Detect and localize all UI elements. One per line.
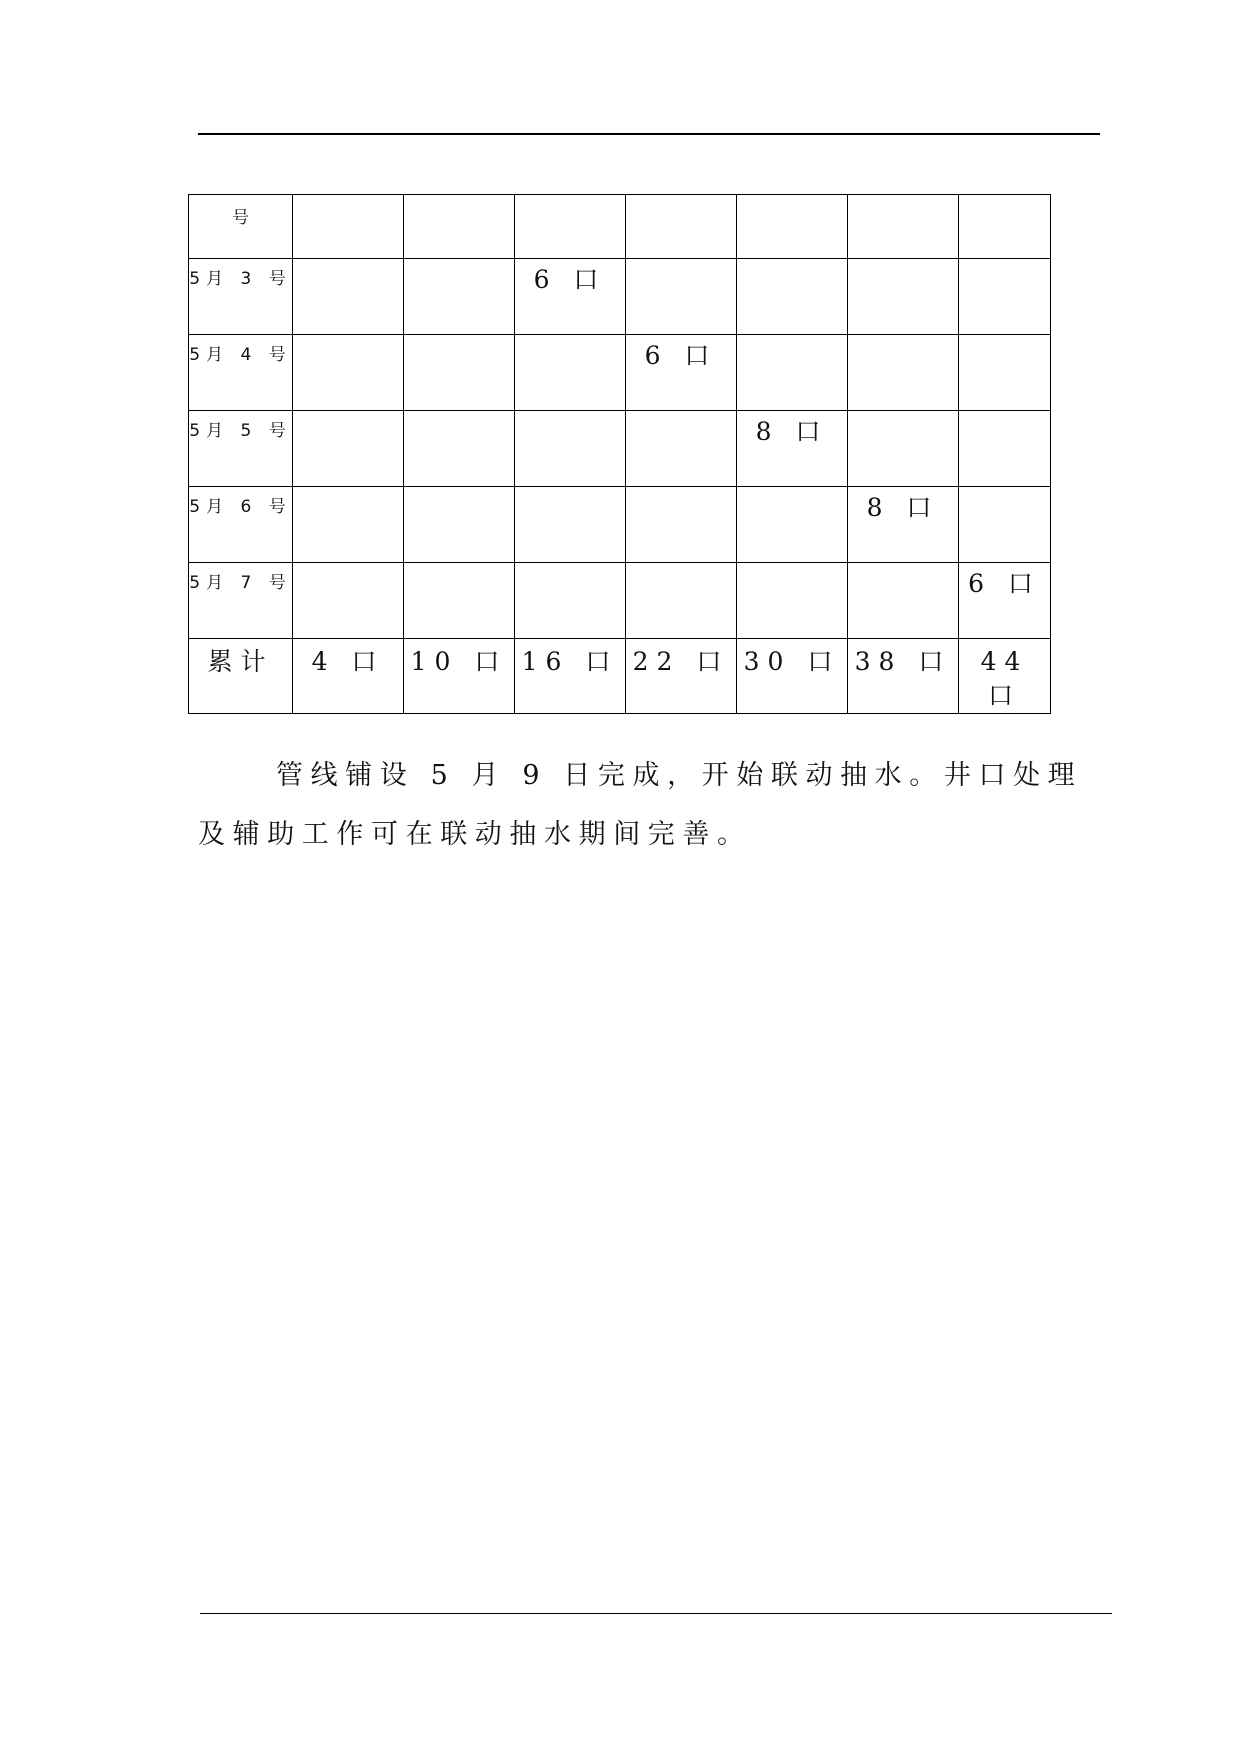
- body-paragraph: [198, 746, 1098, 864]
- table-cell: [293, 335, 404, 411]
- table-cell: [848, 563, 959, 639]
- table-row: [189, 335, 1051, 411]
- table-cell: [293, 411, 404, 487]
- table-cell: [404, 563, 515, 639]
- total-row: [189, 639, 1051, 714]
- table-cell: 8 口: [848, 487, 959, 563]
- table-cell: [404, 487, 515, 563]
- table-cell: [293, 563, 404, 639]
- table-cell: [626, 563, 737, 639]
- date-cell: 号: [189, 195, 293, 259]
- table-cell: [404, 335, 515, 411]
- total-label-cell: 累计: [189, 639, 293, 714]
- table-cell: [848, 411, 959, 487]
- table-cell: 6 口: [626, 335, 737, 411]
- table-row: [189, 563, 1051, 639]
- total-cell: 38 口: [848, 639, 959, 714]
- table-cell: [626, 411, 737, 487]
- table-cell: [404, 259, 515, 335]
- table-cell: [404, 195, 515, 259]
- table-cell: [848, 195, 959, 259]
- table-cell: [515, 563, 626, 639]
- table-cell: [626, 259, 737, 335]
- paragraph-text: 管线铺设 5 月 9 日完成，开始联动抽水。井口处理及辅助工作可在联动抽水期间完善。: [198, 760, 1083, 850]
- total-cell: 16 口: [515, 639, 626, 714]
- table-cell: [515, 195, 626, 259]
- table-row: [189, 195, 1051, 259]
- table-cell: [959, 487, 1051, 563]
- table-cell: 6 口: [515, 259, 626, 335]
- table-cell: [848, 335, 959, 411]
- table-cell: [848, 259, 959, 335]
- table-cell: [293, 487, 404, 563]
- table-row: [189, 411, 1051, 487]
- total-cell: 22 口: [626, 639, 737, 714]
- table-cell: [737, 563, 848, 639]
- table-cell: [737, 335, 848, 411]
- table-cell: [959, 195, 1051, 259]
- total-cell: 4 口: [293, 639, 404, 714]
- table-cell: [737, 487, 848, 563]
- table-cell: [515, 335, 626, 411]
- table-cell: [959, 335, 1051, 411]
- date-cell: 5月 6 号: [189, 487, 293, 563]
- table-cell: [737, 259, 848, 335]
- table-cell: [626, 195, 737, 259]
- table-cell: [737, 195, 848, 259]
- total-cell: 30 口: [737, 639, 848, 714]
- table-row: [189, 487, 1051, 563]
- footer-rule: [200, 1613, 1112, 1614]
- header-rule: [198, 133, 1100, 135]
- date-cell: 5月 7 号: [189, 563, 293, 639]
- total-cell: 10 口: [404, 639, 515, 714]
- date-cell: 5月 4 号: [189, 335, 293, 411]
- table-cell: [959, 411, 1051, 487]
- date-cell: 5月 5 号: [189, 411, 293, 487]
- table-cell: 6 口: [959, 563, 1051, 639]
- table-cell: 8 口: [737, 411, 848, 487]
- schedule-table: [188, 194, 1051, 714]
- table-cell: [626, 487, 737, 563]
- table-cell: [515, 487, 626, 563]
- table-cell: [515, 411, 626, 487]
- table-row: [189, 259, 1051, 335]
- total-cell: 44 口: [959, 639, 1051, 714]
- table-cell: [404, 411, 515, 487]
- table-cell: [293, 195, 404, 259]
- table-cell: [293, 259, 404, 335]
- date-cell: 5月 3 号: [189, 259, 293, 335]
- table-cell: [959, 259, 1051, 335]
